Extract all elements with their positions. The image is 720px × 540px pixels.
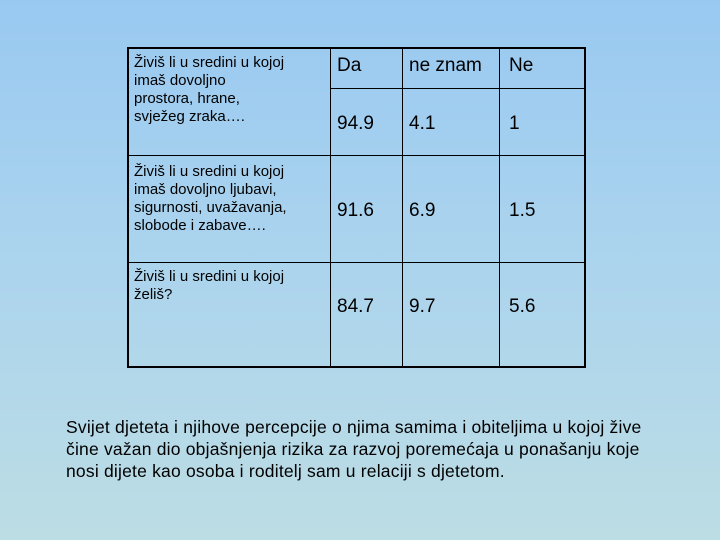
column-divider <box>402 49 403 366</box>
row-divider <box>129 262 584 263</box>
row-divider <box>129 155 584 156</box>
question-cell: Živiš li u sredini u kojoj imaš dovoljno ljubavi, sigurnosti, uvažavanja, slobode i zabave…. <box>134 163 287 234</box>
column-divider <box>330 49 331 366</box>
value-cell: 84.7 <box>337 296 374 317</box>
question-cell: Živiš li u sredini u kojoj želiš? <box>134 268 285 303</box>
value-cell: 6.9 <box>409 200 436 221</box>
caption-text: Svijet djeteta i njihove percepcije o njima samima i obiteljima u kojoj žive čine važan dio objašnjenja rizika za razvoj poremećaja u ponašanju koje nosi dijete kao osoba i roditelj sam u relaciji s djetetom. <box>66 417 642 481</box>
value-cell: 5.6 <box>509 296 536 317</box>
column-header-ne: Ne <box>509 55 534 76</box>
column-header-da: Da <box>337 55 362 76</box>
value-cell: 9.7 <box>409 296 436 317</box>
column-header-ne-znam: ne znam <box>409 55 482 76</box>
value-cell: 4.1 <box>409 113 436 134</box>
value-cell: 1 <box>509 113 520 134</box>
value-cell: 94.9 <box>337 113 374 134</box>
value-cell: 1.5 <box>509 200 536 221</box>
header-divider <box>330 88 584 89</box>
column-divider <box>499 49 500 366</box>
question-cell: Živiš li u sredini u kojoj imaš dovoljno prostora, hrane, svježeg zraka…. <box>134 54 285 125</box>
survey-table <box>127 47 586 368</box>
value-cell: 91.6 <box>337 200 374 221</box>
